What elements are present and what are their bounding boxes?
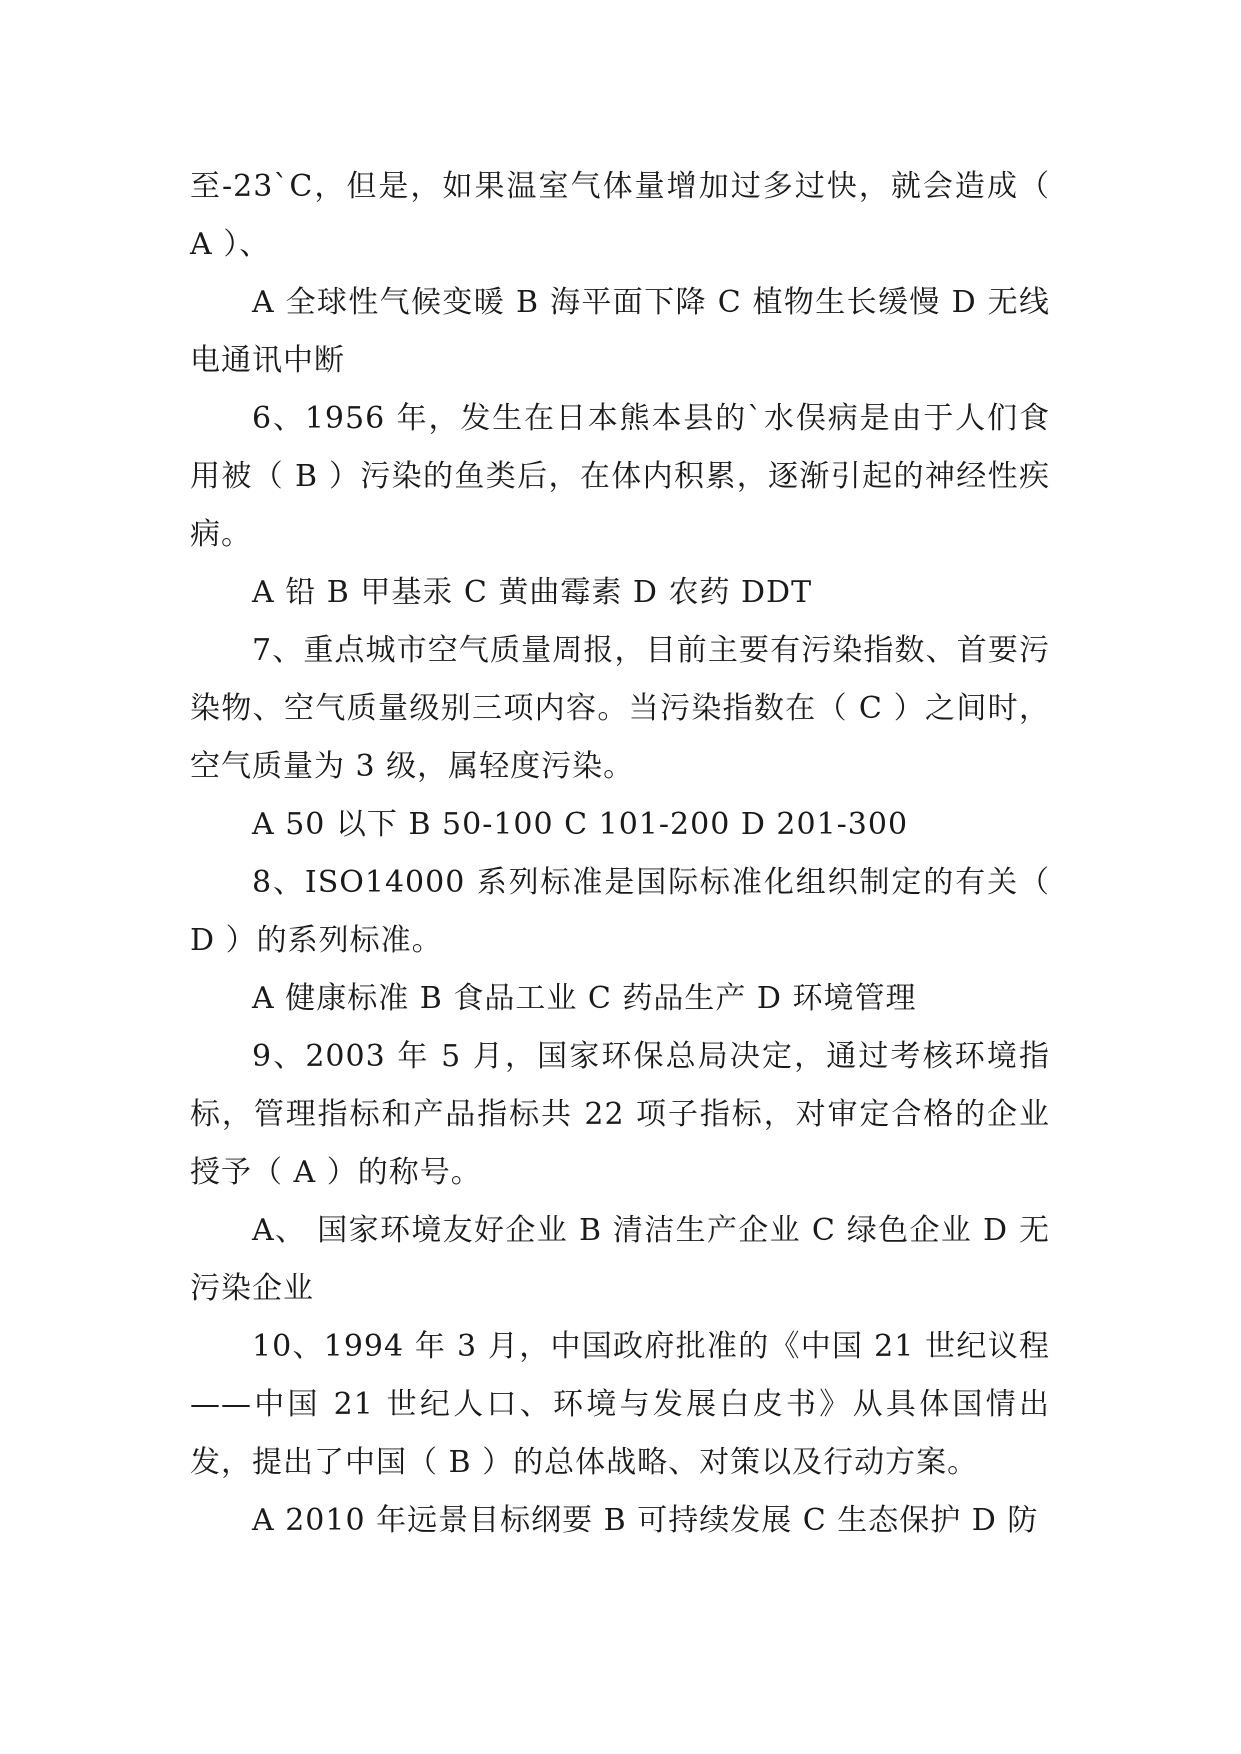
question-7-options: A 50 以下 B 50-100 C 101-200 D 201-300 bbox=[252, 807, 909, 842]
question-8-options: A 健康标准 B 食品工业 C 药品生产 D 环境管理 bbox=[252, 981, 917, 1016]
question-5-options: A 全球性气候变暖 B 海平面下降 C 植物生长缓慢 D 无线电通讯中断 bbox=[190, 285, 1050, 378]
question-9-options: A、 国家环境友好企业 B 清洁生产企业 C 绿色企业 D 无污染企业 bbox=[190, 1213, 1050, 1306]
question-7: 7、重点城市空气质量周报，目前主要有污染指数、首要污染物、空气质量级别三项内容。当污染指数在（ C ）之间时，空气质量为 3 级，属轻度污染。 bbox=[190, 633, 1050, 784]
document-body bbox=[190, 158, 1050, 1550]
question-6-options: A 铅 B 甲基汞 C 黄曲霉素 D 农药 DDT bbox=[252, 575, 813, 610]
question-10-options: A 2010 年远景目标纲要 B 可持续发展 C 生态保护 D 防 bbox=[252, 1503, 1039, 1538]
question-5-continuation: 至-23`C，但是，如果温室气体量增加过多过快，就会造成（ A ）、 bbox=[190, 169, 1050, 262]
question-10: 10、1994 年 3 月，中国政府批准的《中国 21 世纪议程——中国 21 世纪人口、环境与发展白皮书》从具体国情出发，提出了中国（ B ）的总体战略、对策以及行动方案。 bbox=[190, 1329, 1050, 1480]
question-8: 8、ISO14000 系列标准是国际标准化组织制定的有关（ D ）的系列标准。 bbox=[190, 865, 1050, 958]
question-6: 6、1956 年，发生在日本熊本县的`水俣病是由于人们食用被（ B ）污染的鱼类后，在体内积累，逐渐引起的神经性疾病。 bbox=[190, 401, 1050, 552]
question-9: 9、2003 年 5 月，国家环保总局决定，通过考核环境指标，管理指标和产品指标共 22 项子指标，对审定合格的企业授予（ A ）的称号。 bbox=[190, 1039, 1050, 1190]
